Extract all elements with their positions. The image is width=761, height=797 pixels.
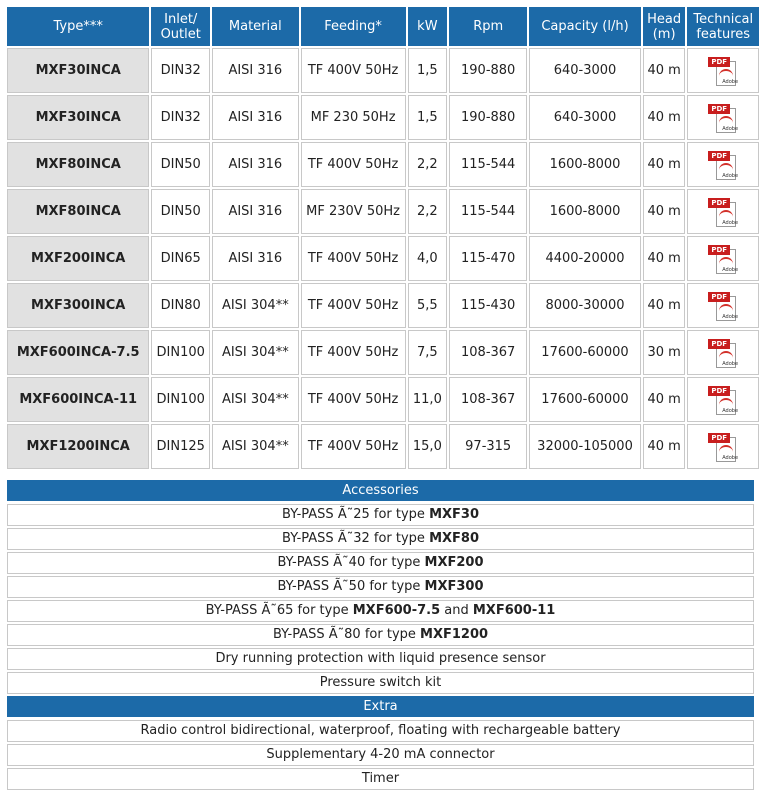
cell-feeding: TF 400V 50Hz	[301, 330, 406, 375]
accessory-item	[7, 648, 754, 670]
cell-type: MXF80INCA	[7, 142, 149, 187]
pdf-tag: PDF	[708, 57, 730, 67]
pdf-download-icon[interactable]	[708, 431, 738, 463]
pdf-adobe-label: Adobe	[722, 78, 739, 85]
cell-type: MXF600INCA-7.5	[7, 330, 149, 375]
cell-material: AISI 316	[212, 236, 299, 281]
cell-head: 30 m	[643, 330, 686, 375]
cell-inlet: DIN65	[151, 236, 210, 281]
table-row	[7, 142, 759, 187]
cell-capacity: 17600-60000	[529, 377, 641, 422]
table-row	[7, 236, 759, 281]
cell-capacity: 8000-30000	[529, 283, 641, 328]
cell-type: MXF200INCA	[7, 236, 149, 281]
extra-item: Timer	[7, 768, 754, 790]
table-row	[7, 377, 759, 422]
pdf-tag: PDF	[708, 151, 730, 161]
cell-material: AISI 316	[212, 142, 299, 187]
cell-material: AISI 304**	[212, 424, 299, 469]
accessory-item	[7, 552, 754, 574]
cell-kw: 1,5	[408, 95, 448, 140]
pdf-tag: PDF	[708, 433, 730, 443]
cell-capacity: 640-3000	[529, 48, 641, 93]
cell-kw: 1,5	[408, 48, 448, 93]
cell-capacity: 32000-105000	[529, 424, 641, 469]
accessory-item	[7, 576, 754, 598]
cell-inlet: DIN80	[151, 283, 210, 328]
cell-capacity: 1600-8000	[529, 189, 641, 234]
cell-feeding: TF 400V 50Hz	[301, 424, 406, 469]
accessory-mid: and	[440, 603, 473, 618]
accessory-b1: MXF1200	[420, 627, 489, 642]
pdf-adobe-label: Adobe	[722, 219, 739, 226]
cell-rpm: 108-367	[449, 330, 527, 375]
pdf-tag: PDF	[708, 292, 730, 302]
pdf-tag: PDF	[708, 386, 730, 396]
pdf-adobe-label: Adobe	[722, 360, 739, 367]
pdf-adobe-label: Adobe	[722, 407, 739, 414]
cell-rpm: 190-880	[449, 48, 527, 93]
cell-feeding: MF 230 50Hz	[301, 95, 406, 140]
accessory-pre: Dry running protection with liquid presence sensor	[215, 651, 546, 666]
cell-feeding: TF 400V 50Hz	[301, 236, 406, 281]
accessory-pre: Pressure switch kit	[319, 675, 442, 690]
accessory-pre: BY-PASS Ã˜80 for type	[272, 627, 421, 642]
pdf-adobe-label: Adobe	[722, 266, 739, 273]
cell-capacity: 17600-60000	[529, 330, 641, 375]
pdf-download-icon[interactable]	[708, 102, 738, 134]
cell-technical-features	[687, 283, 759, 328]
cell-technical-features	[687, 142, 759, 187]
cell-rpm: 190-880	[449, 95, 527, 140]
pdf-download-icon[interactable]	[708, 384, 738, 416]
pdf-tag: PDF	[708, 245, 730, 255]
accessory-item	[7, 528, 754, 550]
header-kw: kW	[408, 7, 448, 46]
accessory-item	[7, 600, 754, 622]
cell-head: 40 m	[643, 283, 686, 328]
cell-feeding: MF 230V 50Hz	[301, 189, 406, 234]
cell-material: AISI 316	[212, 48, 299, 93]
pdf-download-icon[interactable]	[708, 290, 738, 322]
accessory-item	[7, 624, 754, 646]
cell-inlet: DIN32	[151, 95, 210, 140]
accessory-b1: MXF80	[429, 531, 480, 546]
pdf-adobe-label: Adobe	[722, 125, 739, 132]
cell-material: AISI 304**	[212, 330, 299, 375]
cell-kw: 2,2	[408, 142, 448, 187]
cell-technical-features	[687, 377, 759, 422]
accessory-b1: MXF200	[424, 555, 484, 570]
cell-inlet: DIN125	[151, 424, 210, 469]
accessory-pre: BY-PASS Ã˜50 for type	[277, 579, 425, 594]
accessory-b1: MXF600-7.5	[352, 603, 441, 618]
cell-kw: 5,5	[408, 283, 448, 328]
cell-head: 40 m	[643, 95, 686, 140]
table-row	[7, 283, 759, 328]
pdf-adobe-label: Adobe	[722, 172, 739, 179]
cell-feeding: TF 400V 50Hz	[301, 142, 406, 187]
header-technical-features: Technical features	[687, 7, 759, 46]
header-capacity: Capacity (l/h)	[529, 7, 641, 46]
cell-rpm: 115-544	[449, 142, 527, 187]
table-row	[7, 330, 759, 375]
cell-type: MXF300INCA	[7, 283, 149, 328]
cell-feeding: TF 400V 50Hz	[301, 377, 406, 422]
cell-capacity: 4400-20000	[529, 236, 641, 281]
cell-material: AISI 304**	[212, 377, 299, 422]
cell-type: MXF1200INCA	[7, 424, 149, 469]
header-head: Head (m)	[643, 7, 686, 46]
pdf-download-icon[interactable]	[708, 149, 738, 181]
accessory-pre: BY-PASS Ã˜25 for type	[281, 507, 430, 522]
accessories-header: Accessories	[7, 480, 754, 501]
cell-head: 40 m	[643, 424, 686, 469]
cell-rpm: 108-367	[449, 377, 527, 422]
cell-type: MXF600INCA-11	[7, 377, 149, 422]
accessory-item	[7, 504, 754, 526]
pdf-download-icon[interactable]	[708, 196, 738, 228]
header-material: Material	[212, 7, 299, 46]
cell-technical-features	[687, 330, 759, 375]
cell-rpm: 97-315	[449, 424, 527, 469]
pump-spec-table	[5, 5, 761, 471]
cell-kw: 2,2	[408, 189, 448, 234]
accessory-b1: MXF30	[429, 507, 480, 522]
cell-rpm: 115-470	[449, 236, 527, 281]
accessory-b2: MXF600-11	[472, 603, 556, 618]
table-row	[7, 48, 759, 93]
cell-material: AISI 316	[212, 95, 299, 140]
cell-technical-features	[687, 424, 759, 469]
cell-head: 40 m	[643, 48, 686, 93]
pdf-adobe-label: Adobe	[722, 454, 739, 461]
pdf-download-icon[interactable]	[708, 55, 738, 87]
table-row	[7, 95, 759, 140]
header-type: Type***	[7, 7, 149, 46]
accessory-item	[7, 672, 754, 694]
cell-technical-features	[687, 189, 759, 234]
cell-type: MXF80INCA	[7, 189, 149, 234]
cell-kw: 7,5	[408, 330, 448, 375]
cell-kw: 11,0	[408, 377, 448, 422]
table-header-row	[7, 7, 759, 46]
cell-inlet: DIN32	[151, 48, 210, 93]
extra-item: Radio control bidirectional, waterproof, floating with rechargeable battery	[7, 720, 754, 742]
table-row	[7, 424, 759, 469]
header-inlet-outlet: Inlet/ Outlet	[151, 7, 210, 46]
cell-inlet: DIN50	[151, 189, 210, 234]
cell-rpm: 115-544	[449, 189, 527, 234]
cell-inlet: DIN100	[151, 377, 210, 422]
extra-item: Supplementary 4-20 mA connector	[7, 744, 754, 766]
accessory-pre: BY-PASS Ã˜65 for type	[205, 603, 353, 618]
cell-material: AISI 304**	[212, 283, 299, 328]
cell-technical-features	[687, 48, 759, 93]
cell-type: MXF30INCA	[7, 95, 149, 140]
pdf-tag: PDF	[708, 104, 730, 114]
cell-inlet: DIN50	[151, 142, 210, 187]
header-rpm: Rpm	[449, 7, 527, 46]
header-feeding: Feeding*	[301, 7, 406, 46]
pdf-tag: PDF	[708, 339, 730, 349]
cell-inlet: DIN100	[151, 330, 210, 375]
accessory-pre: BY-PASS Ã˜32 for type	[281, 531, 430, 546]
pdf-adobe-label: Adobe	[722, 313, 739, 320]
cell-feeding: TF 400V 50Hz	[301, 283, 406, 328]
cell-head: 40 m	[643, 142, 686, 187]
accessory-b1: MXF300	[424, 579, 484, 594]
cell-kw: 4,0	[408, 236, 448, 281]
pdf-tag: PDF	[708, 198, 730, 208]
cell-rpm: 115-430	[449, 283, 527, 328]
table-row	[7, 189, 759, 234]
cell-kw: 15,0	[408, 424, 448, 469]
cell-head: 40 m	[643, 236, 686, 281]
cell-technical-features	[687, 236, 759, 281]
cell-feeding: TF 400V 50Hz	[301, 48, 406, 93]
cell-material: AISI 316	[212, 189, 299, 234]
cell-capacity: 1600-8000	[529, 142, 641, 187]
cell-capacity: 640-3000	[529, 95, 641, 140]
cell-head: 40 m	[643, 377, 686, 422]
cell-head: 40 m	[643, 189, 686, 234]
pdf-download-icon[interactable]	[708, 243, 738, 275]
cell-type: MXF30INCA	[7, 48, 149, 93]
cell-technical-features	[687, 95, 759, 140]
accessory-pre: BY-PASS Ã˜40 for type	[277, 555, 425, 570]
pdf-download-icon[interactable]	[708, 337, 738, 369]
extra-header: Extra	[7, 696, 754, 717]
